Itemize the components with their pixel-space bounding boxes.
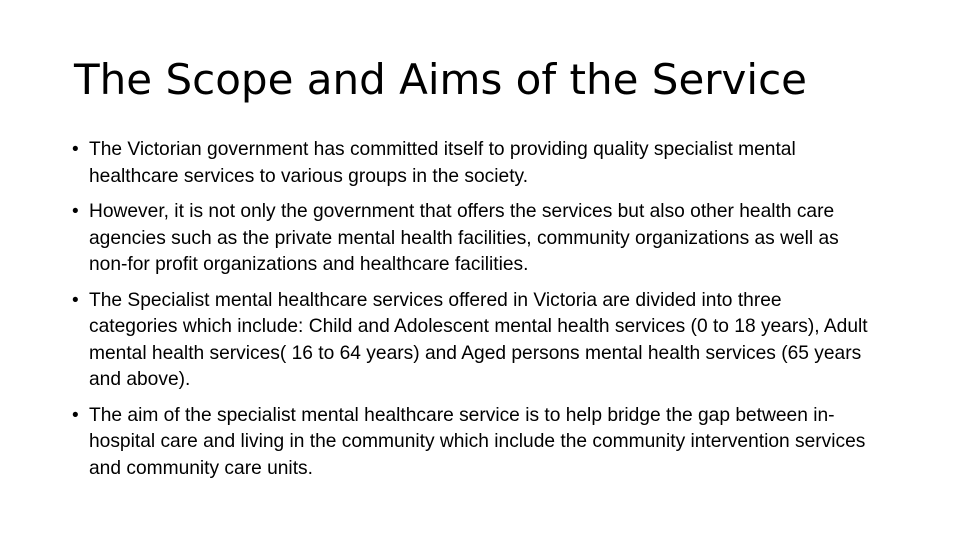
bullet-text: However, it is not only the government that offers the services but also other health care agencies such as the private mental health facilities, community organizations as well as non-for profit organizations and healthcare facilities.	[89, 201, 839, 275]
bullet-dot-icon: •	[72, 139, 79, 160]
bullet-item	[72, 403, 872, 483]
bullet-text: The Victorian government has committed itself to providing quality specialist mental healthcare services to various groups in the society.	[89, 139, 796, 187]
bullet-text: The aim of the specialist mental healthcare service is to help bridge the gap between in-hospital care and living in the community which include the community intervention services and community care units.	[89, 404, 866, 479]
bullet-list	[72, 137, 872, 491]
bullet-dot-icon: •	[72, 289, 79, 311]
bullet-text: The Specialist mental healthcare services offered in Victoria are divided into three categories which include: Child and Adolescent mental health services (0 to 18 years), Adult mental health services( 16 to 64 years) and Aged persons mental health services (65 years and above).	[89, 289, 868, 390]
bullet-dot-icon: •	[72, 201, 79, 222]
bullet-dot-icon: •	[72, 404, 79, 426]
bullet-item	[72, 137, 872, 190]
bullet-item	[72, 199, 872, 279]
bullet-item	[72, 288, 872, 394]
slide-title: The Scope and Aims of the Service	[74, 55, 808, 104]
